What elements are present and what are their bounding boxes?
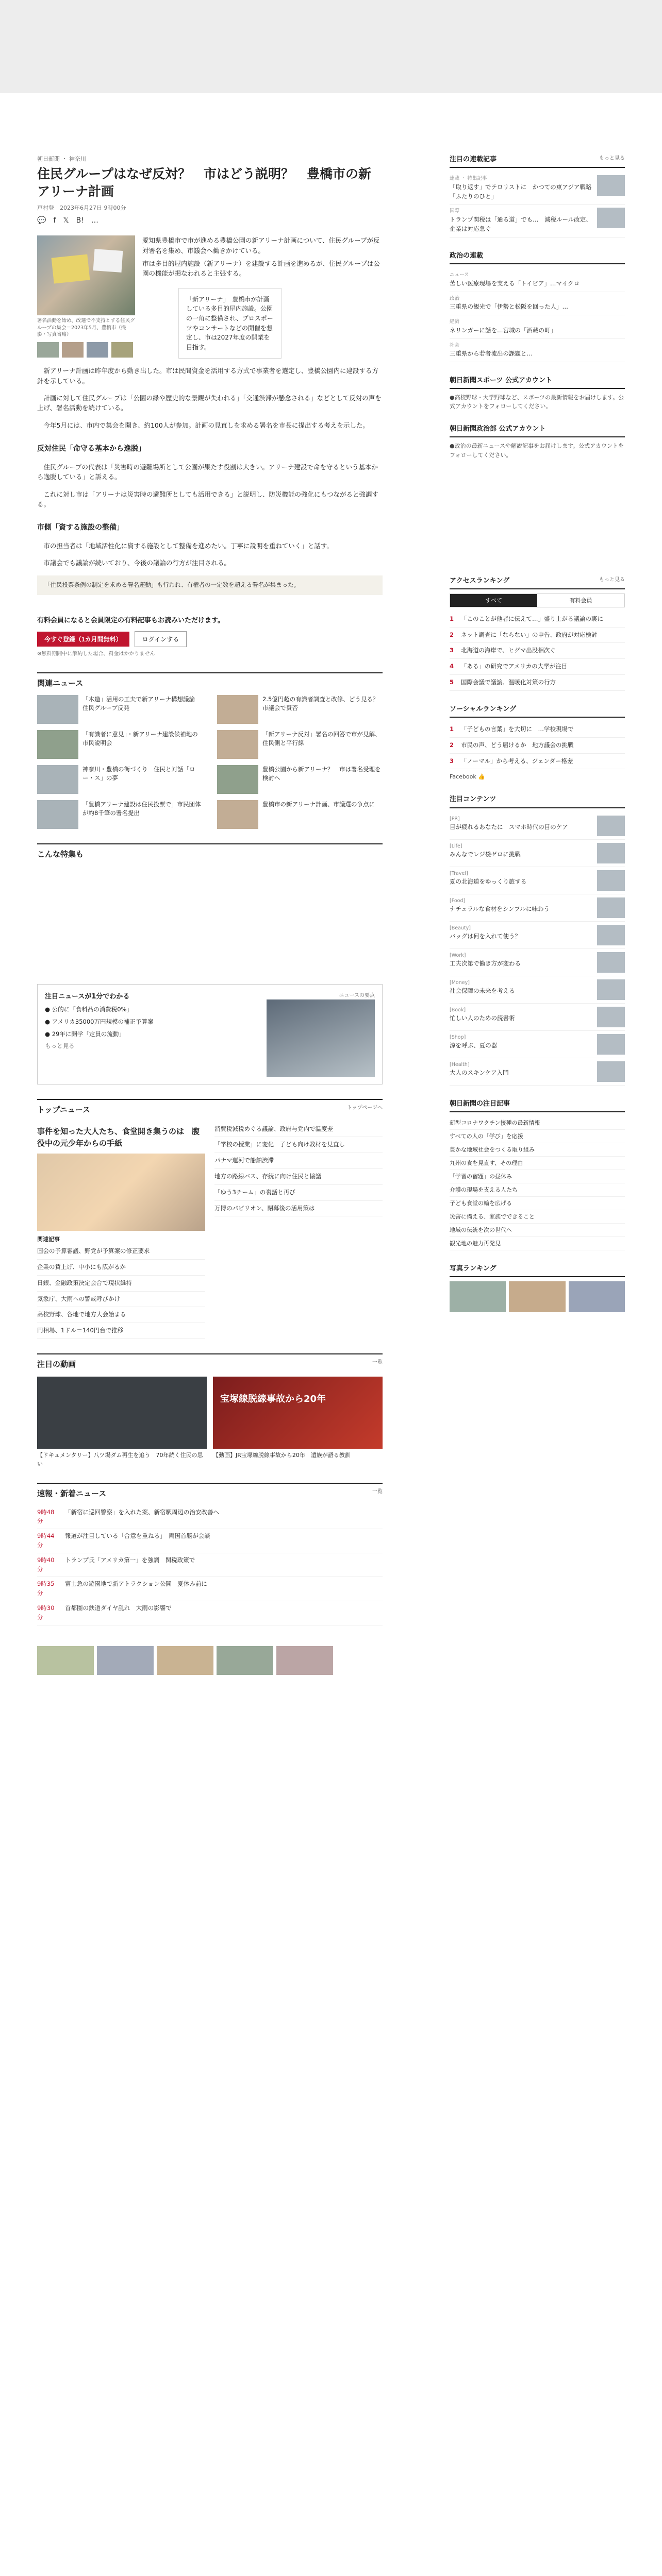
sidebar-item[interactable]: 連載 ・ 特集記事 「取り返す」でテロリストに かつての東アジア戦略「ふたりのひと」: [450, 172, 625, 205]
top-story-photo[interactable]: [37, 1154, 205, 1231]
link-item[interactable]: 新型コロナワクチン接種の最新情報: [450, 1116, 625, 1130]
body-paragraph: 計画に対して住民グループは「公園の緑や歴史的な景観が失われる」「交通渋滞が懸念される」などとして反対の声を上げ、署名活動を続けている。: [37, 394, 382, 412]
thumbnail[interactable]: [37, 342, 59, 358]
more-icon[interactable]: …: [91, 216, 98, 225]
sidebar-access: [450, 576, 625, 691]
thumbnail[interactable]: [87, 342, 108, 358]
sidebar-official-text: ●政治の最新ニュースや解説記事をお届けします。公式アカウントをフォローしてください。: [450, 443, 624, 459]
comment-icon[interactable]: 💬: [37, 216, 46, 225]
related-item[interactable]: 「木造」活用の工夫で新アリーナ構想議論 住民グループ反発: [37, 695, 203, 724]
lead-paragraph: 愛知県豊橋市で市が進める豊橋公園の新アリーナ計画について、住民グループが反対署名を集め、市議会へ働きかけている。: [142, 236, 380, 255]
link-item[interactable]: 地域の伝統を次の世代へ: [450, 1224, 625, 1237]
access-more-link[interactable]: もっと見る: [599, 577, 625, 583]
sidebar-content: [450, 794, 625, 1085]
news-line[interactable]: パナマ運河で船舶渋滞: [214, 1153, 383, 1169]
ranking-item[interactable]: 5 国際会議で議論、温暖化対策の行方: [450, 675, 625, 691]
access-tabs: [450, 594, 625, 607]
related-item[interactable]: 「新アリーナ反対」署名の回答で市が見解、住民側と平行線: [217, 730, 383, 759]
strip-photo[interactable]: [37, 1646, 94, 1675]
login-button[interactable]: ログインする: [135, 631, 187, 647]
content-item[interactable]: [Health] 大人のスキンケア入門: [450, 1058, 625, 1086]
related-list: [37, 695, 383, 829]
ranking-item[interactable]: 1 「子どもの言葉」を大切に …学校現場で: [450, 722, 625, 738]
news-line[interactable]: 「学校の授業」に変化 子ども向け教材を見直し: [214, 1137, 383, 1153]
content-item[interactable]: [Money] 社会保障の未来を考える: [450, 976, 625, 1004]
top-news-link[interactable]: トップページへ: [346, 1105, 383, 1111]
news-line[interactable]: 企業の賃上げ、中小にも広がるか: [37, 1260, 205, 1276]
bottom-photo-strip: [37, 1646, 383, 1675]
sidebar-item[interactable]: 政治 三重県の観光で「伊勢と松阪を回った人」…: [450, 292, 625, 316]
article-body: [37, 366, 383, 595]
sidebar-sports-text: ●高校野球・大学野球など、スポーツの最新情報をお届けします。公式アカウントをフォローしてください。: [450, 394, 624, 410]
photo-caption: 署名活動を始め、改選で不支持とする住民グループの集会＝2023年5月、豊橋市（撮影・写真省略）: [37, 318, 135, 337]
subscribe-title: 有料会員になると会員限定の有料記事もお読みいただけます。: [37, 616, 224, 624]
video-caption: 【動画】JR宝塚線脱線事故から20年 遺族が語る教訓: [213, 1452, 351, 1459]
article-headline: 住民グループはなぜ反対？ 市はどう説明？ 豊橋市の新アリーナ計画: [37, 166, 372, 199]
news-line[interactable]: 高校野球、各地で地方大会始まる: [37, 1307, 205, 1323]
tab-all[interactable]: すべて: [450, 594, 537, 607]
quick-news-more[interactable]: もっと見る: [45, 1042, 75, 1050]
photo-thumb[interactable]: [569, 1281, 625, 1312]
sidebar-item[interactable]: 社会 三重県から若者流出の課題と…: [450, 339, 625, 363]
quick-news-link[interactable]: ニュースの要点: [339, 992, 375, 998]
subscribe-panel: [37, 616, 383, 658]
sidebar-honshi: [450, 251, 625, 362]
quick-news-box: [37, 984, 383, 1085]
top-sub-label: 関連記事: [37, 1236, 60, 1243]
link-item[interactable]: 災害に備える、家族でできること: [450, 1210, 625, 1224]
breaking-item[interactable]: 9時35分 富士急の遊園地で新アトラクション公開 夏休み前に: [37, 1577, 383, 1601]
tab-members[interactable]: 有料会員: [569, 597, 592, 604]
links-title: 朝日新聞の注目記事: [450, 1099, 510, 1108]
subscribe-note: ※無料期間中に解約した場合、料金はかかりません: [37, 651, 155, 657]
related-item[interactable]: 豊橋市の新アリーナ計画、市議選の争点に: [217, 800, 383, 829]
news-line[interactable]: 地方の路線バス、存続に向け住民と協議: [214, 1169, 383, 1185]
ranking-item[interactable]: 1 「このことが他者に伝えて…」盛り上がる議論の裏に: [450, 612, 625, 628]
content-item[interactable]: [PR] 目が疲れるあなたに スマホ時代の目のケア: [450, 812, 625, 840]
sidebar: [450, 155, 625, 1326]
body-paragraph: 新アリーナ計画は昨年度から動き出した。市は民間資金を活用する方式で事業者を選定し、豊橋公園内に建設する方針を示している。: [37, 367, 379, 385]
breaking-item[interactable]: 9時30分 首都圏の鉄道ダイヤ乱れ 大雨の影響で: [37, 1601, 383, 1625]
related-item[interactable]: 2.5億円超の有識者調査と改修、どう見る？ 市議会で賛否: [217, 695, 383, 724]
sidebar-ranking-title: 注目の連載記事: [450, 156, 497, 163]
news-line[interactable]: 万博のパビリオン、閉幕後の活用策は: [214, 1201, 383, 1217]
video-card[interactable]: [37, 1377, 207, 1468]
ranking-item[interactable]: 3 「ノーマル」から考える、ジェンダー格差: [450, 754, 625, 770]
sidebar-item[interactable]: 経済 ネリンガーに話を…宮城の「酒蔵の町」: [450, 315, 625, 339]
news-line[interactable]: 円相場、1ドル＝140円台で推移: [37, 1323, 205, 1339]
photo-column: [37, 235, 135, 359]
facebook-icon[interactable]: f: [53, 216, 56, 225]
video-card[interactable]: [213, 1377, 383, 1468]
ranking-item[interactable]: 2 市民の声、どう届けるか 地方議会の挑戦: [450, 738, 625, 754]
video-caption: 【ドキュメンタリー】八ツ場ダム再生を追う 70年続く住民の思い: [37, 1452, 203, 1468]
link-item[interactable]: 九州の食を見直す、その理由: [450, 1157, 625, 1170]
body-paragraph: 住民グループの代表は「災害時の避難場所として公園が果たす役割は大きい。アリーナ建設で命を守るという基本から逸脱している」と訴える。: [37, 463, 378, 481]
body-paragraph: これに対し市は「アリーナは災害時の避難所としても活用できる」と説明し、防災機能の強化にもつながると強調する。: [37, 490, 379, 509]
breaking-more-link[interactable]: 一覧: [372, 1489, 383, 1495]
strip-photo[interactable]: [217, 1646, 273, 1675]
link-item[interactable]: 観光地の魅力再発見: [450, 1237, 625, 1250]
link-item[interactable]: すべての人の「学び」を応援: [450, 1130, 625, 1143]
breaking-title: 速報・新着ニュース: [37, 1489, 107, 1499]
content-item[interactable]: [Food] ナチュラルな食材をシンプルに味わう: [450, 894, 625, 922]
strip-photo[interactable]: [97, 1646, 154, 1675]
facebook-like[interactable]: Facebook 👍: [450, 773, 485, 781]
link-item[interactable]: 子ども食堂の輪を広げる: [450, 1197, 625, 1210]
glossary-box: 「新アリーナ」 豊橋市が計画している多目的屋内施設。公園の一角に整備され、プロスポーツやコンサートなどの開催を想定し、市は2027年度の開業を目指す。: [178, 288, 282, 359]
body-paragraph: 市の担当者は「地域活性化に資する施設として整備を進めたい。丁寧に説明を重ねていく」と話す。: [43, 542, 333, 550]
quick-news-item[interactable]: ● 公的に「食料品の消費税0%」: [45, 1005, 133, 1013]
news-line[interactable]: 「ゆう3チーム」の裏話と再び: [214, 1185, 383, 1201]
breaking-item[interactable]: 9時40分 トランプ氏「アメリカ第一」を強調 関税政策で: [37, 1553, 383, 1578]
interest-placeholder: [37, 866, 383, 958]
sidebar-ad-space: [450, 473, 625, 576]
content-item[interactable]: [Life] みんなでレジ袋ゼロに挑戦: [450, 840, 625, 867]
photo-ranking-title: 写真ランキング: [450, 1265, 496, 1273]
sidebar-official-title[interactable]: 朝日新聞政治部 公式アカウント: [450, 425, 546, 433]
quick-news-photo[interactable]: [267, 999, 375, 1077]
share-toolbar: [37, 215, 383, 227]
quick-news-item[interactable]: ● アメリカ35000万円規模の補正予算案: [45, 1018, 154, 1025]
breadcrumb[interactable]: 朝日新聞 ・ 神奈川: [37, 156, 86, 162]
video-more-link[interactable]: 一覧: [372, 1359, 383, 1365]
thumbnail[interactable]: [111, 342, 133, 358]
video-thumb[interactable]: [37, 1377, 207, 1449]
link-item[interactable]: 「学習の宿題」の昼休み: [450, 1170, 625, 1183]
lead-paragraph: 市は多目的屋内施設（新アリーナ）を建設する計画を進めるが、住民グループは公園の機能が損なわれると主張する。: [142, 260, 380, 278]
video-header: [37, 1353, 383, 1370]
ranking-item[interactable]: 3 北海道の海岸で、ヒグマ出没相次ぐ: [450, 643, 625, 659]
breaking-item[interactable]: 9時44分 報道が注目している「合意を重ねる」 両国首脳が会談: [37, 1529, 383, 1553]
photo-thumbnails: [37, 342, 135, 358]
video-title: 注目の動画: [37, 1359, 76, 1369]
sidebar-photo-ranking: [450, 1264, 625, 1312]
related-item[interactable]: 豊橋公園から新アリーナ？ 市は署名受理を検討へ: [217, 765, 383, 794]
sidebar-honshi-title: 政治の連載: [450, 251, 484, 260]
link-item[interactable]: 介護の現場を支える人たち: [450, 1183, 625, 1197]
sidebar-official: [450, 424, 625, 459]
subscribe-button[interactable]: 今すぐ登録（1カ月間無料）: [37, 632, 129, 647]
content-item[interactable]: [Shop] 涼を呼ぶ、夏の器: [450, 1031, 625, 1058]
ranking-item[interactable]: 4 「ある」の研究でアメリカの大学が注目: [450, 659, 625, 675]
hatena-icon[interactable]: B!: [76, 216, 84, 225]
content-item[interactable]: [Beauty] バッグは何を入れて使う？: [450, 922, 625, 949]
news-line[interactable]: 国会の予算審議、野党が予算案の修正要求: [37, 1244, 205, 1260]
video-row: [37, 1377, 383, 1468]
top-story-title[interactable]: 事件を知った大人たち、食堂開き集うのは 腹役中の元少年からの手紙: [37, 1126, 200, 1148]
photo-thumb[interactable]: [509, 1281, 565, 1312]
strip-photo[interactable]: [157, 1646, 213, 1675]
body-paragraph: 今年5月には、市内で集会を開き、約100人が参加。計画の見直しを求める署名を市長に提出する考えを示した。: [43, 421, 369, 429]
body-paragraph: 市議会でも議論が続いており、今後の議論の行方が注目される。: [43, 559, 231, 567]
news-line[interactable]: 気象庁、大雨への警戒呼びかけ: [37, 1292, 205, 1308]
breaking-header: [37, 1483, 383, 1500]
video-thumb[interactable]: 宝塚線脱線事故から20年: [213, 1377, 383, 1449]
related-item[interactable]: 「豊橋アリーナ建設は住民投票で」市民団体が約8千筆の署名提出: [37, 800, 203, 829]
section-heading: 市側「資する施設の整備」: [37, 523, 124, 532]
news-line[interactable]: 消費税減税めぐる議論、政府与党内で温度差: [214, 1122, 383, 1138]
strip-photo[interactable]: [276, 1646, 333, 1675]
top-ad-band: [0, 0, 662, 93]
page-layout: [37, 155, 625, 1675]
sidebar-ranking: [450, 155, 625, 238]
top-news: [37, 1122, 383, 1339]
top-news-title: トップニュース: [37, 1105, 91, 1115]
social-ranking-title: ソーシャルランキング: [450, 705, 517, 713]
content-item[interactable]: [Book] 忙しい人のための読書術: [450, 1004, 625, 1031]
content-title: 注目コンテンツ: [450, 795, 496, 804]
sidebar-sports: [450, 376, 625, 411]
news-line[interactable]: 日銀、金融政策決定会合で現状維持: [37, 1276, 205, 1292]
content-item[interactable]: [Work] 工夫次第で働き方が変わる: [450, 949, 625, 976]
photo-thumb[interactable]: [450, 1281, 506, 1312]
article-meta: 戸村登 2023年6月27日 9時00分: [37, 204, 126, 211]
sidebar-item[interactable]: ニュース 苦しい医療現場を支える「トイビア」…マイクロ: [450, 268, 625, 292]
related-title: 関連ニュース: [37, 672, 383, 689]
top-news-header: [37, 1099, 383, 1116]
quick-news-item[interactable]: ● 29年に開学「定員の流動」: [45, 1030, 125, 1038]
quick-news-title: 注目ニュースが1分でわかる: [45, 992, 130, 1001]
related-item[interactable]: 「有識者に意見」・新アリーナ建設候補地の市民説明会: [37, 730, 203, 759]
sidebar-links: [450, 1099, 625, 1251]
content-item[interactable]: [Travel] 夏の北海道をゆっくり旅する: [450, 867, 625, 894]
sidebar-more-link[interactable]: もっと見る: [599, 156, 625, 161]
sidebar-item[interactable]: 国際 トランプ関税は「通る道」でも… 減税ルール改定、企業は対応急ぐ: [450, 205, 625, 237]
main-column: [37, 155, 383, 1675]
related-item[interactable]: 神奈川・豊橋の街づくり 住民と対話「ロー・ス」の夢: [37, 765, 203, 794]
ranking-item[interactable]: 2 ネット調査に「ならない」の申告、政府が対応検討: [450, 628, 625, 643]
sidebar-social: [450, 704, 625, 782]
sidebar-sports-title[interactable]: 朝日新聞スポーツ 公式アカウント: [450, 377, 552, 385]
interest-title: こんな特集も: [37, 843, 383, 860]
thumbnail[interactable]: [62, 342, 84, 358]
link-item[interactable]: 豊かな地域社会をつくる取り組み: [450, 1143, 625, 1157]
breaking-list: [37, 1505, 383, 1625]
x-icon[interactable]: 𝕏: [63, 216, 69, 225]
note-box: 「住民投票条例の制定を求める署名運動」も行われ、有権者の一定数を超える署名が集まった。: [37, 575, 383, 595]
access-ranking-title: アクセスランキング: [450, 577, 510, 585]
breaking-item[interactable]: 9時48分 「新宿に巡回警察」を入れた案、新宿駅周辺の治安改善へ: [37, 1505, 383, 1530]
article-lead: [37, 235, 383, 359]
lead-photo[interactable]: [37, 235, 135, 315]
lead-text: [142, 235, 383, 359]
section-heading: 反対住民「命守る基本から逸脱」: [37, 445, 145, 453]
